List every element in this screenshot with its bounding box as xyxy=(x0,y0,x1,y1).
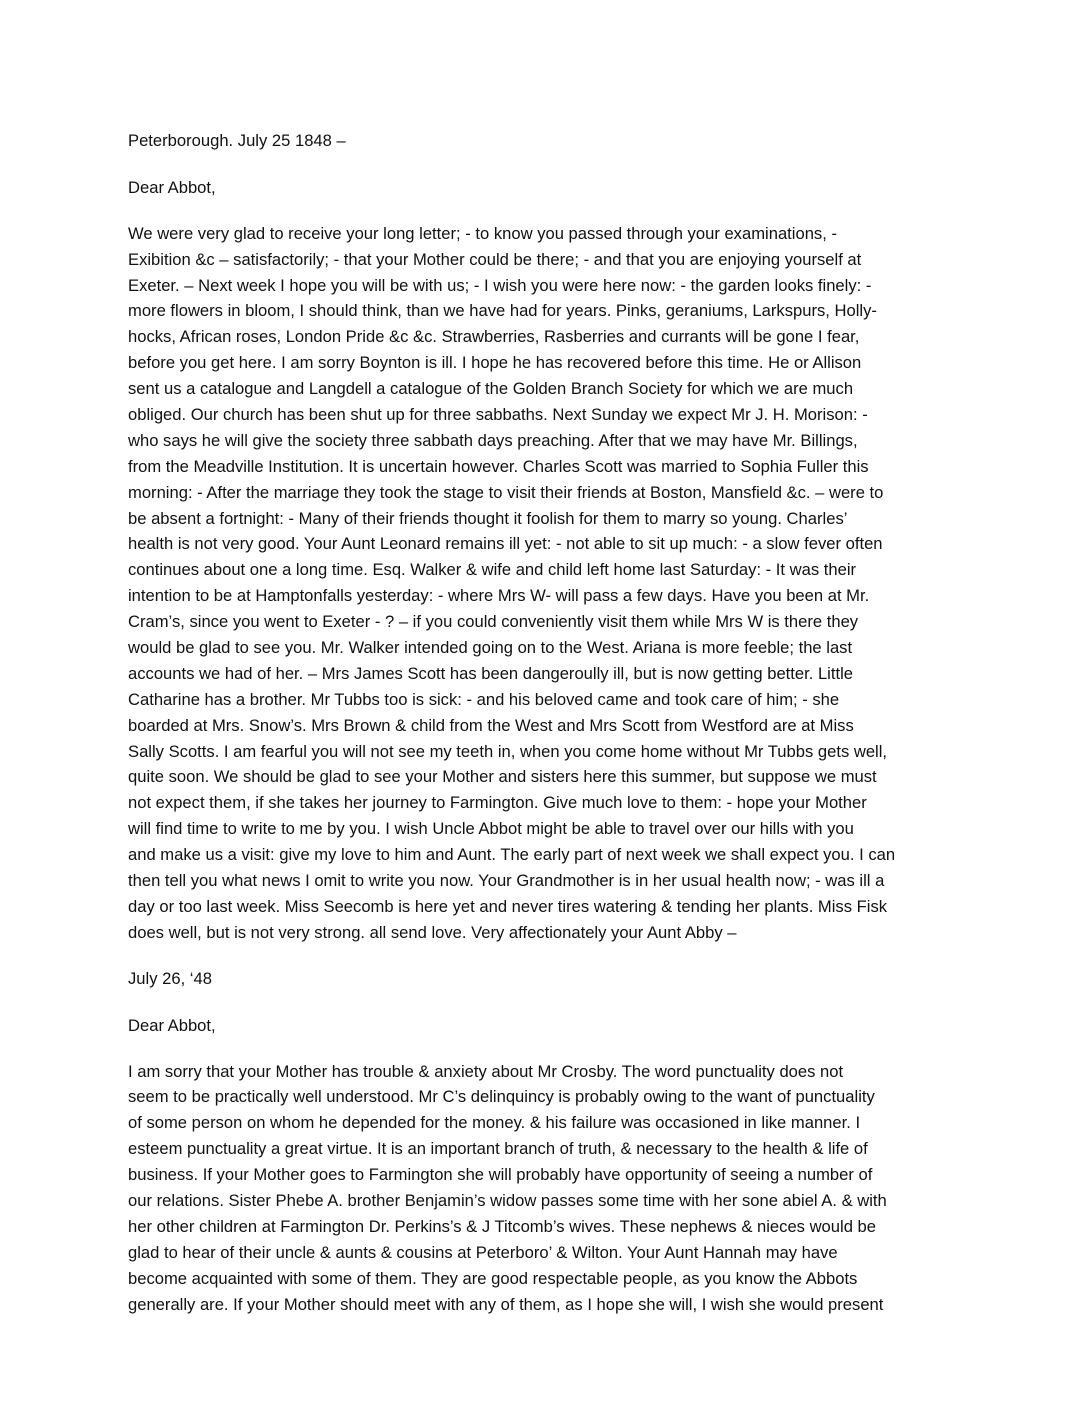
body-line: become acquainted with some of them. They are good respectable people, as you know the Abbots xyxy=(128,1268,858,1288)
salutation: Dear Abbot, xyxy=(128,1015,216,1035)
body-line: I am sorry that your Mother has trouble & anxiety about Mr Crosby. The word punctuality does not xyxy=(128,1061,844,1081)
salutation: Dear Abbot, xyxy=(128,177,216,197)
body-line: more flowers in bloom, I should think, than we have had for years. Pinks, geraniums, Larkspurs, Holly- xyxy=(128,301,877,321)
body-line: Sally Scotts. I am fearful you will not see my teeth in, when you come home without Mr Tubbs gets well, xyxy=(128,741,888,761)
body-line: and make us a visit: give my love to him and Aunt. The early part of next week we shall expect you. I can xyxy=(128,845,896,865)
body-line: of some person on whom he depended for the money. & his failure was occasioned in like manner. I xyxy=(128,1113,861,1133)
dateline: July 26, ‘48 xyxy=(128,968,212,988)
body-line: her other children at Farmington Dr. Perkins’s & J Titcomb’s wives. These nephews & nieces would be xyxy=(128,1216,876,1236)
body-line: seem to be practically well understood. Mr C’s delinquincy is probably owing to the want of punctuality xyxy=(128,1087,875,1107)
body-line: would be glad to see you. Mr. Walker intended going on to the West. Ariana is more feeble; the last xyxy=(128,638,853,658)
body-line: our relations. Sister Phebe A. brother Benjamin’s widow passes some time with her sone abiel A. & with xyxy=(128,1190,887,1210)
body-line: business. If your Mother goes to Farmington she will probably have opportunity of seeing a number of xyxy=(128,1165,873,1185)
letter-body xyxy=(128,1059,963,1318)
body-line: generally are. If your Mother should meet with any of them, as I hope she will, I wish she would present xyxy=(128,1294,884,1314)
body-line: We were very glad to receive your long letter; - to know you passed through your examinations, - xyxy=(128,223,837,243)
letter-body xyxy=(128,221,963,946)
body-line: continues about one a long time. Esq. Walker & wife and child left home last Saturday: - It was their xyxy=(128,560,857,580)
body-line: obliged. Our church has been shut up for three sabbaths. Next Sunday we expect Mr J. H. Morison: - xyxy=(128,405,868,425)
body-line: quite soon. We should be glad to see your Mother and sisters here this summer, but suppose we must xyxy=(128,767,877,787)
letter-page xyxy=(128,128,963,1317)
body-line: boarded at Mrs. Snow’s. Mrs Brown & child from the West and Mrs Scott from Westford are at Miss xyxy=(128,715,854,735)
body-line: will find time to write to me by you. I wish Uncle Abbot might be able to travel over our hills with you xyxy=(128,819,854,839)
body-line: Exeter. – Next week I hope you will be with us; - I wish you were here now: - the garden looks finely: - xyxy=(128,275,872,295)
body-line: Exibition &c – satisfactorily; - that your Mother could be there; - and that you are enjoying yourself at xyxy=(128,249,862,269)
body-line: be absent a fortnight: - Many of their friends thought it foolish for them to marry so young. Charles’ xyxy=(128,508,848,528)
body-line: not expect them, if she takes her journey to Farmington. Give much love to them: - hope your Mother xyxy=(128,793,867,813)
body-line: Cram’s, since you went to Exeter - ? – if you could conveniently visit them while Mrs W is there they xyxy=(128,612,859,632)
body-line: does well, but is not very strong. all send love. Very affectionately your Aunt Abby – xyxy=(128,922,737,942)
body-line: accounts we had of her. – Mrs James Scott has been dangeroully ill, but is now getting better. Little xyxy=(128,663,854,683)
body-line: intention to be at Hamptonfalls yesterday: - where Mrs W- will pass a few days. Have you been at Mr. xyxy=(128,586,870,606)
body-line: esteem punctuality a great virtue. It is an important branch of truth, & necessary to the health & life of xyxy=(128,1139,868,1159)
body-line: hocks, African roses, London Pride &c &c. Strawberries, Rasberries and currants will be gone I fear, xyxy=(128,327,860,347)
body-line: who says he will give the society three sabbath days preaching. After that we may have Mr. Billings, xyxy=(128,430,858,450)
body-line: then tell you what news I omit to write you now. Your Grandmother is in her usual health now; - was ill a xyxy=(128,871,885,891)
body-line: sent us a catalogue and Langdell a catalogue of the Golden Branch Society for which we are much xyxy=(128,379,854,399)
body-line: glad to hear of their uncle & aunts & cousins at Peterboro’ & Wilton. Your Aunt Hannah may have xyxy=(128,1242,838,1262)
dateline: Peterborough. July 25 1848 – xyxy=(128,131,346,150)
body-line: morning: - After the marriage they took the stage to visit their friends at Boston, Mansfield &c. – were to xyxy=(128,482,884,502)
body-line: from the Meadville Institution. It is uncertain however. Charles Scott was married to Sophia Fuller this xyxy=(128,456,869,476)
body-line: Catharine has a brother. Mr Tubbs too is sick: - and his beloved came and took care of him; - she xyxy=(128,689,840,709)
body-line: day or too last week. Miss Seecomb is here yet and never tires watering & tending her plants. Miss Fisk xyxy=(128,896,888,916)
body-line: before you get here. I am sorry Boynton is ill. I hope he has recovered before this time. He or Allison xyxy=(128,353,862,373)
body-line: health is not very good. Your Aunt Leonard remains ill yet: - not able to sit up much: - a slow fever often xyxy=(128,534,883,554)
